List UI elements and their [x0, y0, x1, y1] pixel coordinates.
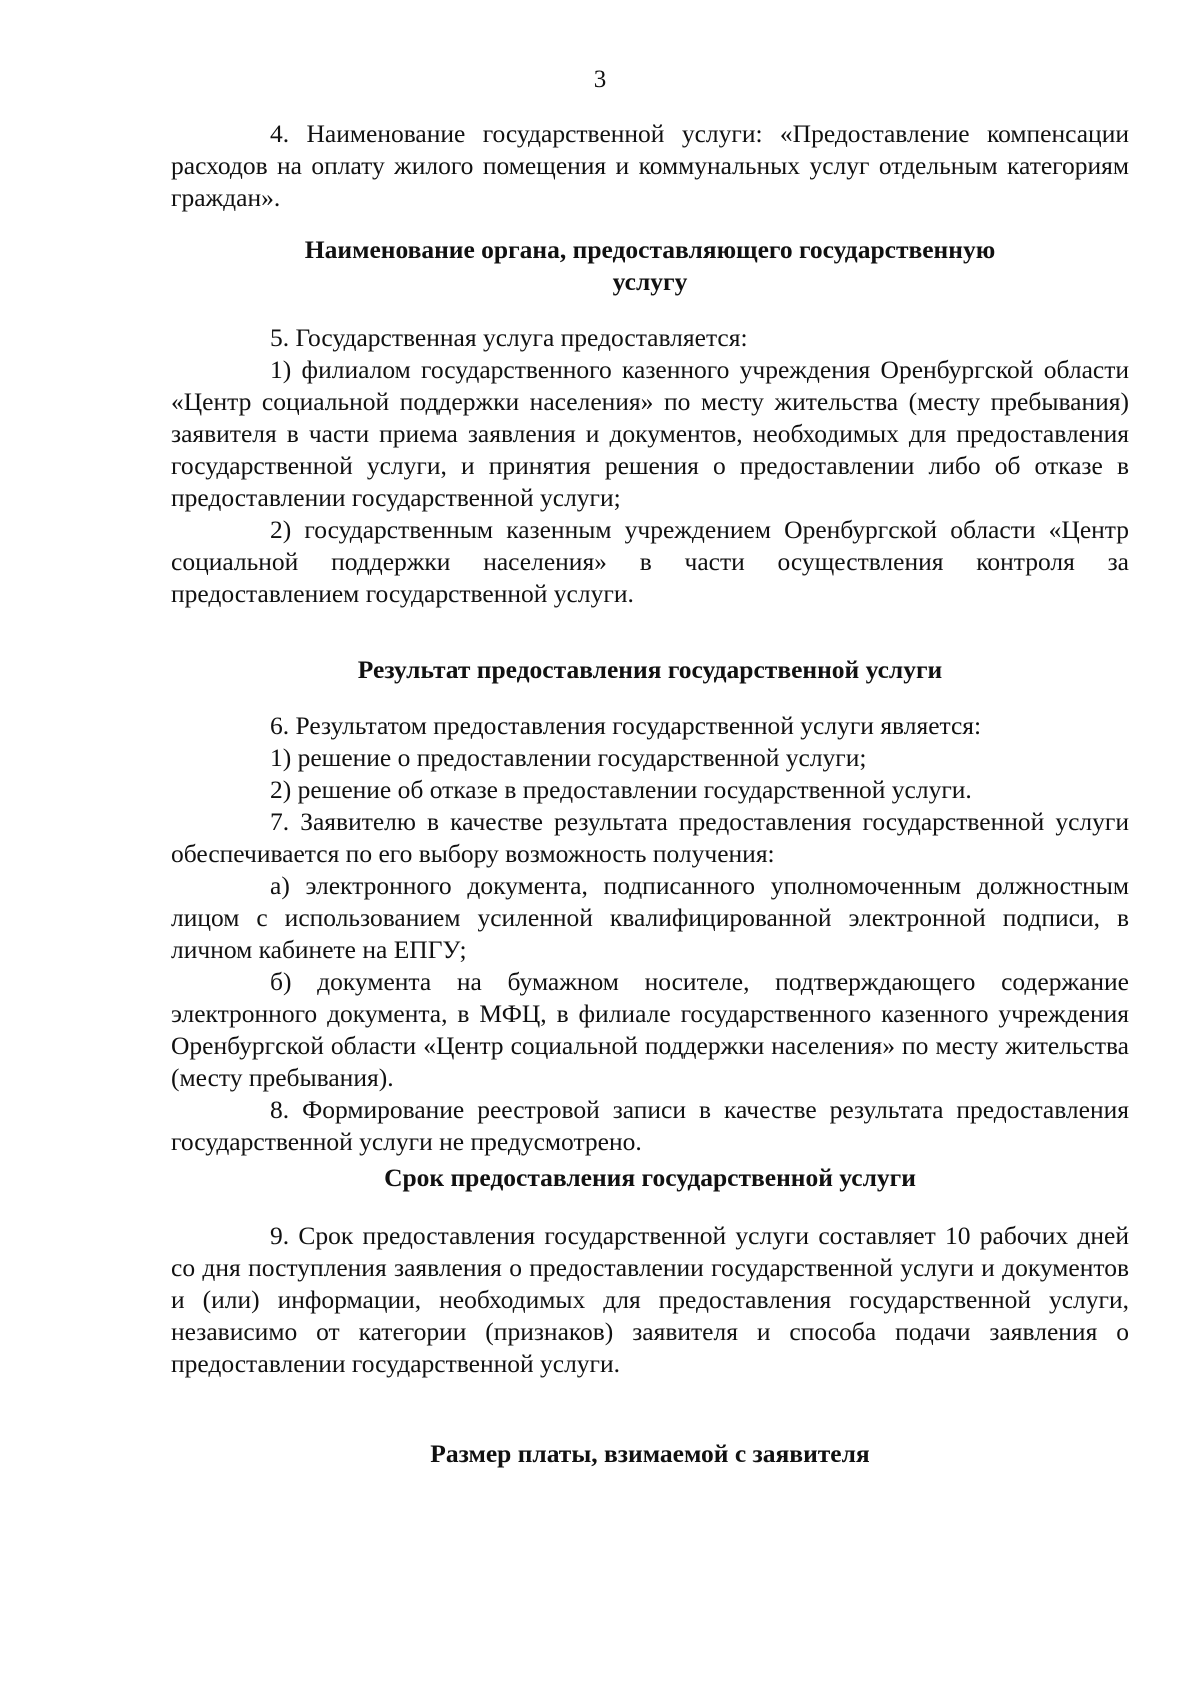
- heading-result: Результат предоставления государственной услуги: [357, 655, 943, 684]
- paragraph-6-item-2: 2) решение об отказе в предоставлении государственной услуги.: [270, 775, 972, 804]
- section-9: [171, 1220, 1129, 1380]
- paragraph-6-item-1: 1) решение о предоставлении государственной услуги;: [270, 743, 867, 772]
- paragraph-4: 4. Наименование государственной услуги: «Предоставление компенсации расходов на оплату жилого помещения и коммунальных услуг отдельным категориям граждан».: [171, 119, 1129, 212]
- heading-term: Срок предоставления государственной услуги: [384, 1163, 916, 1192]
- heading-organ-line1: Наименование органа, предоставляющего государственную: [304, 235, 996, 264]
- heading-organ-line2: услугу: [612, 267, 688, 296]
- section-5: [171, 322, 1129, 610]
- paragraph-6: 6. Результатом предоставления государственной услуги является:: [270, 711, 982, 740]
- section-4: [171, 118, 1129, 214]
- paragraph-8: 8. Формирование реестровой записи в качестве результата предоставления государственной услуги не предусмотрено.: [171, 1095, 1129, 1156]
- paragraph-7-item-a: а) электронного документа, подписанного уполномоченным должностным лицом с использованием усиленной квалифицированной электронной подписи, в личном кабинете на ЕПГУ;: [171, 871, 1129, 964]
- paragraph-7-item-b: б) документа на бумажном носителе, подтверждающего содержание электронного документа, в МФЦ, в филиале государственного казенного учреждения Оренбургской области «Центр социальной поддержки населения» по месту жительства (месту пребывания).: [171, 967, 1129, 1092]
- paragraph-5: 5. Государственная услуга предоставляется:: [270, 323, 748, 352]
- heading-fee: Размер платы, взимаемой с заявителя: [430, 1439, 870, 1468]
- paragraph-9: 9. Срок предоставления государственной услуги составляет 10 рабочих дней со дня поступления заявления о предоставлении государственной услуги и документов и (или) информации, необходимых для предоставления государственной услуги, независимо от категории (признаков) заявителя и способа подачи заявления о предоставлении государственной услуги.: [171, 1221, 1129, 1378]
- section-6-8: [171, 710, 1129, 1158]
- paragraph-5-item-1: 1) филиалом государственного казенного учреждения Оренбургской области «Центр социальной поддержки населения» по месту жительства (месту пребывания) заявителя в части приема заявления и документов, необходимых для предоставления государственной услуги, и принятия решения о предоставлении либо об отказе в предоставлении государственной услуги;: [171, 355, 1129, 512]
- paragraph-5-item-2: 2) государственным казенным учреждением Оренбургской области «Центр социальной поддержки населения» в части осуществления контроля за предоставлением государственной услуги.: [171, 515, 1129, 608]
- paragraph-7: 7. Заявителю в качестве результата предоставления государственной услуги обеспечивается по его выбору возможность получения:: [171, 807, 1129, 868]
- page-number: 3: [593, 66, 607, 93]
